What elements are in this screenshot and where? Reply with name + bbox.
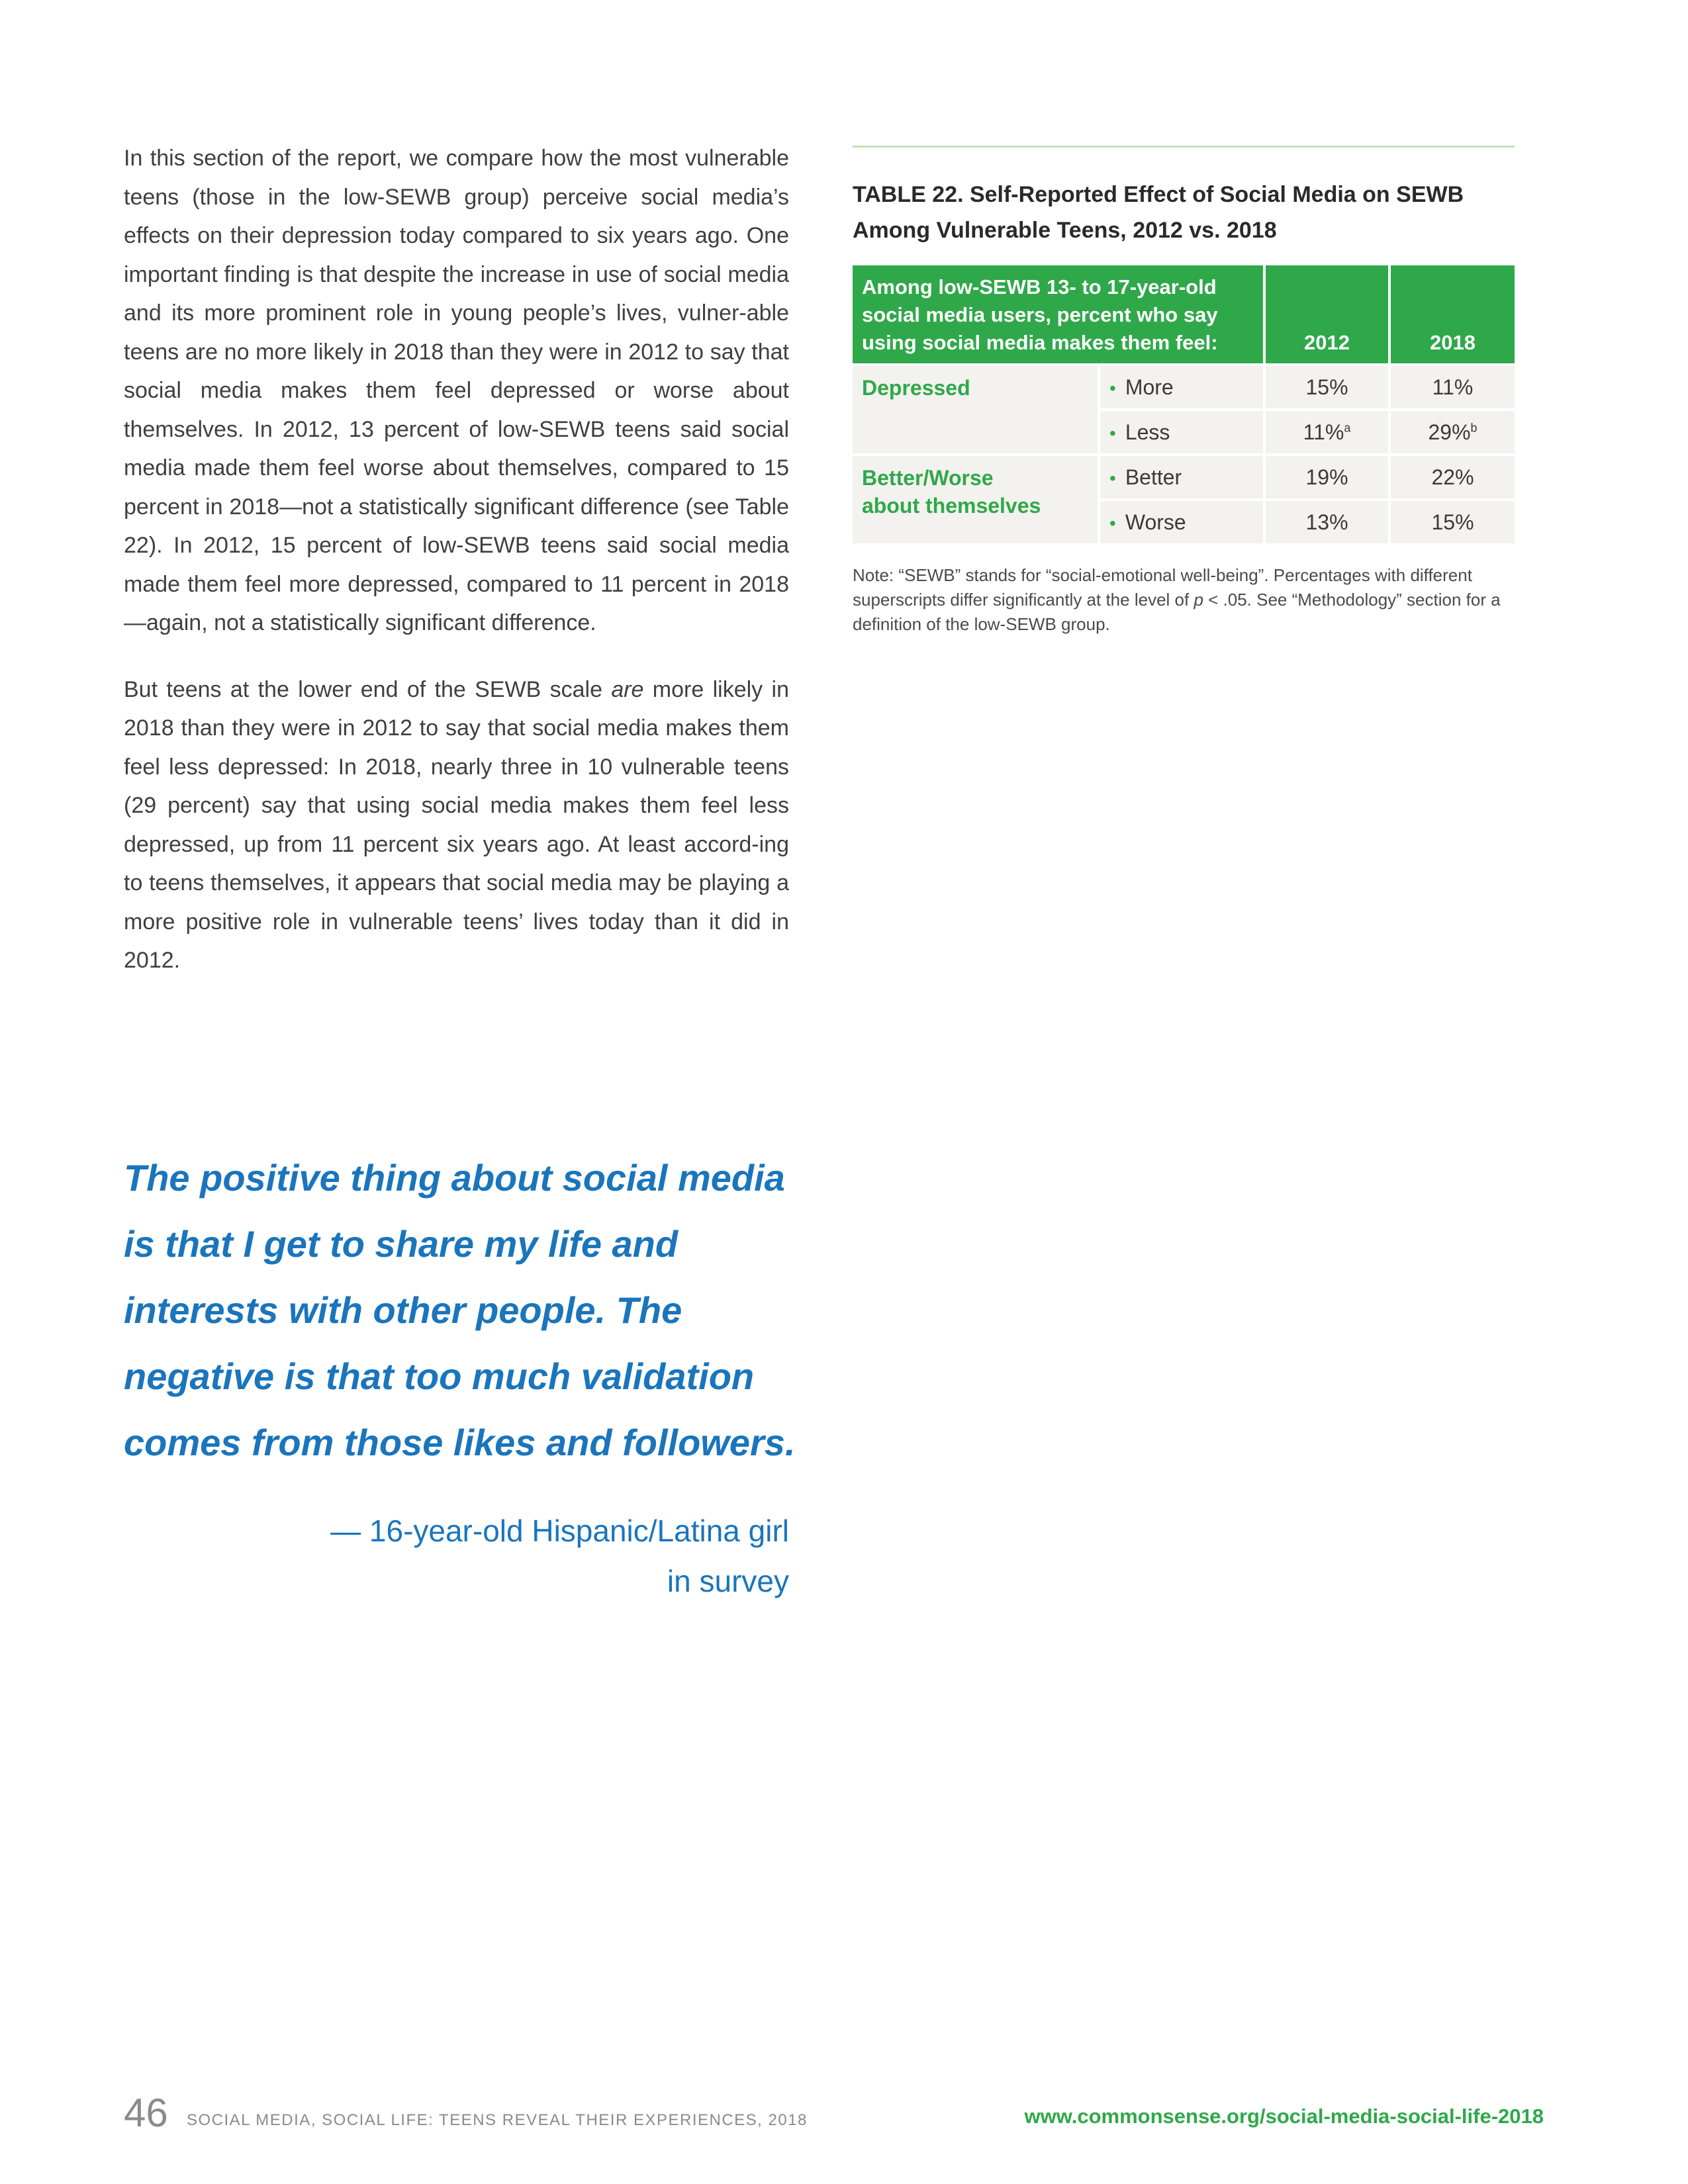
quote-attribution-line1: — 16-year-old Hispanic/Latina girl <box>330 1514 789 1548</box>
value-2012 <box>1264 410 1389 455</box>
group-better-worse-line1: Better/Worse <box>862 466 994 490</box>
superscript-b: b <box>1470 420 1477 434</box>
row-label-cell <box>1099 365 1264 410</box>
value-2018-text: 29% <box>1428 420 1471 444</box>
table-note-part-b: < .05. See “Methodology” section for a definition of the low-SEWB group. <box>853 590 1501 634</box>
bullet-icon: • <box>1109 467 1116 488</box>
value-2018-text: 22% <box>1431 465 1474 489</box>
value-2018 <box>1389 410 1515 455</box>
value-2012 <box>1264 455 1389 500</box>
table-top-rule <box>853 146 1515 148</box>
footer-url[interactable]: www.commonsense.org/social-media-social-life-2018 <box>1024 2105 1544 2128</box>
value-2018-text: 15% <box>1431 510 1474 534</box>
data-table <box>853 265 1515 543</box>
paragraph-2-part-a: But teens at the lower end of the SEWB scale <box>124 676 612 702</box>
value-2012 <box>1264 500 1389 543</box>
table-note-part-a: Note: “SEWB” stands for “social-emotional well-being”. Percentages with different superscripts differ significantly at the level of <box>853 565 1472 610</box>
group-better-worse-line2: about themselves <box>862 494 1041 518</box>
value-2012-text: 13% <box>1305 510 1348 534</box>
bullet-icon: • <box>1109 512 1116 533</box>
paragraph-1: In this section of the report, we compare how the most vulnerable teens (those in the low-SEWB group) perceive social media’s effects on their depression today compared to six years ago. One important finding is that despite the increase in use of social media and its more prominent role in young people’s lives, vulner-able teens are no more likely in 2018 than they were in 2012 to say that social media makes them feel depressed or worse about themselves. In 2012, 13 percent of low-SEWB teens said social media made them feel worse about themselves, compared to 15 percent in 2018—not a statistically significant difference (see Table 22). In 2012, 15 percent of low-SEWB teens said social media made them feel more depressed, compared to 11 percent in 2018—again, not a statistically significant difference. <box>124 146 789 635</box>
row-label: Less <box>1125 420 1170 444</box>
header-2012: 2012 <box>1264 265 1389 365</box>
value-2018 <box>1389 455 1515 500</box>
value-2012-text: 11% <box>1303 420 1344 444</box>
table-title-line1: TABLE 22. Self-Reported Effect of Social Media on SEWB <box>853 182 1464 207</box>
bullet-icon: • <box>1109 422 1116 443</box>
value-2018-text: 11% <box>1432 375 1474 399</box>
value-2018 <box>1389 365 1515 410</box>
table-row <box>853 455 1515 500</box>
table-header-row <box>853 265 1515 365</box>
value-2012-text: 19% <box>1305 465 1348 489</box>
row-label: More <box>1125 375 1174 399</box>
group-depressed: Depressed <box>853 365 1099 455</box>
row-label: Better <box>1125 465 1182 489</box>
table-note-p: p <box>1194 590 1203 610</box>
body-text <box>124 139 789 1008</box>
paragraph-2 <box>124 670 789 980</box>
paragraph-2-part-b: more likely in 2018 than they were in 2012 to say that social media makes them feel less depressed: In 2018, nearly three in 10 vulnerable teens (29 percent) say that using social media makes them feel less depressed, up from 11 percent six years ago. At least accord-ing to teens themselves, it appears that social media may be playing a more positive role in vulnerable teens’ lives today than it did in 2012. <box>124 676 789 973</box>
row-label-cell <box>1099 410 1264 455</box>
bullet-icon: • <box>1109 377 1116 398</box>
group-better-worse <box>853 455 1099 543</box>
superscript-a: a <box>1344 420 1351 434</box>
table-title <box>853 177 1515 248</box>
row-label: Worse <box>1125 510 1186 534</box>
table-note <box>853 563 1515 637</box>
page-number: 46 <box>124 2091 168 2135</box>
value-2012 <box>1264 365 1389 410</box>
header-2018: 2018 <box>1389 265 1515 365</box>
table-title-line2: Among Vulnerable Teens, 2012 vs. 2018 <box>853 218 1277 243</box>
quote-attribution <box>124 1506 789 1606</box>
value-2012-text: 15% <box>1305 375 1348 399</box>
row-label-cell <box>1099 500 1264 543</box>
pull-quote: The positive thing about social media is that I get to share my life and interests with other people. The negative is that too much validation comes from those likes and followers. <box>124 1157 796 1463</box>
row-label-cell <box>1099 455 1264 500</box>
table-panel <box>853 146 1515 654</box>
table-row <box>853 365 1515 410</box>
value-2018 <box>1389 500 1515 543</box>
header-label: Among low-SEWB 13- to 17-year-old social media users, percent who say using social media makes them feel: <box>853 265 1264 365</box>
paragraph-2-emphasis: are <box>611 676 644 702</box>
quote-attribution-line2: in survey <box>667 1564 789 1598</box>
footer-title: SOCIAL MEDIA, SOCIAL LIFE: TEENS REVEAL THEIR EXPERIENCES, 2018 <box>187 2111 808 2129</box>
